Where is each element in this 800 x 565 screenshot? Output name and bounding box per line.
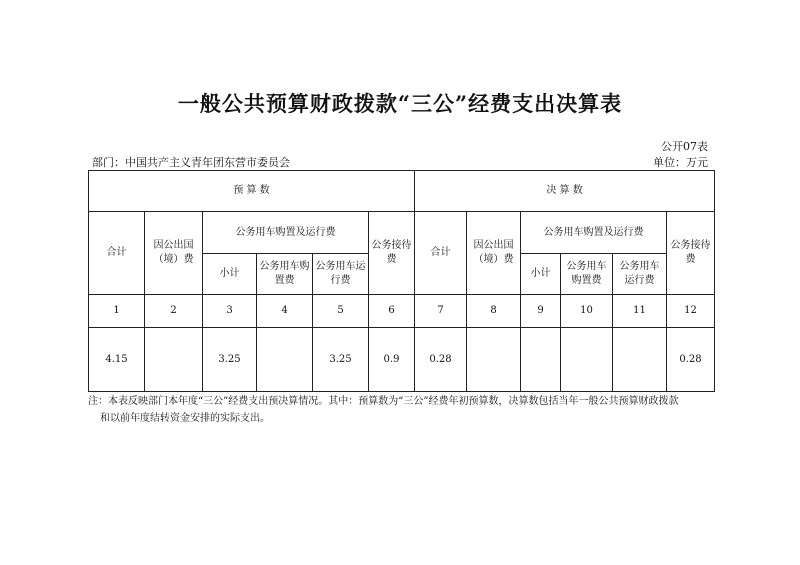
budget-abroad-header: 因公出国（境）费 xyxy=(145,212,203,295)
budget-reception-header: 公务接待费 xyxy=(369,212,415,295)
value-row xyxy=(89,328,715,392)
department-label: 部门：中国共产主义青年团东营市委员会 xyxy=(92,156,290,169)
index-cell: 5 xyxy=(313,295,369,328)
index-cell: 3 xyxy=(203,295,257,328)
index-cell: 11 xyxy=(613,295,667,328)
budget-vehicle-operation-header: 公务用车运行费 xyxy=(313,254,369,295)
budget-table xyxy=(88,170,715,392)
note-line-2: 和以前年度结转资金安排的实际支出。 xyxy=(100,413,270,424)
budget-vehicle-purchase-header: 公务用车购置费 xyxy=(257,254,313,295)
value-cell: 4.15 xyxy=(89,328,145,392)
value-cell: 0.28 xyxy=(667,328,715,392)
form-code: 公开07表 xyxy=(661,140,708,153)
final-vehicle-header: 公务用车购置及运行费 xyxy=(521,212,667,254)
final-vehicle-operation-header: 公务用车运行费 xyxy=(613,254,667,295)
value-cell xyxy=(467,328,521,392)
value-cell xyxy=(521,328,561,392)
index-row xyxy=(89,295,715,328)
index-cell: 6 xyxy=(369,295,415,328)
budget-header: 预 算 数 xyxy=(89,171,415,212)
index-cell: 8 xyxy=(467,295,521,328)
value-cell xyxy=(145,328,203,392)
value-cell: 0.28 xyxy=(415,328,467,392)
budget-vehicle-header: 公务用车购置及运行费 xyxy=(203,212,369,254)
note-line-1: 注：本表反映部门本年度“三公”经费支出预决算情况。其中：预算数为“三公”经费年初预算数，决算数包括当年一般公共预算财政拨款 xyxy=(88,396,679,407)
value-cell xyxy=(613,328,667,392)
index-cell: 4 xyxy=(257,295,313,328)
final-vehicle-purchase-header: 公务用车购置费 xyxy=(561,254,613,295)
final-header: 决 算 数 xyxy=(415,171,715,212)
final-subtotal-header: 小计 xyxy=(521,254,561,295)
index-cell: 10 xyxy=(561,295,613,328)
index-cell: 2 xyxy=(145,295,203,328)
table-note xyxy=(88,393,720,427)
budget-total-header: 合计 xyxy=(89,212,145,295)
index-cell: 1 xyxy=(89,295,145,328)
index-cell: 7 xyxy=(415,295,467,328)
index-cell: 9 xyxy=(521,295,561,328)
value-cell: 3.25 xyxy=(203,328,257,392)
page-title: 一般公共预算财政拨款“三公”经费支出决算表 xyxy=(177,91,623,116)
value-cell xyxy=(257,328,313,392)
final-reception-header: 公务接待费 xyxy=(667,212,715,295)
value-cell: 3.25 xyxy=(313,328,369,392)
index-cell: 12 xyxy=(667,295,715,328)
value-cell xyxy=(561,328,613,392)
value-cell: 0.9 xyxy=(369,328,415,392)
final-abroad-header: 因公出国（境）费 xyxy=(467,212,521,295)
final-total-header: 合计 xyxy=(415,212,467,295)
unit-label: 单位：万元 xyxy=(653,156,708,169)
budget-subtotal-header: 小计 xyxy=(203,254,257,295)
